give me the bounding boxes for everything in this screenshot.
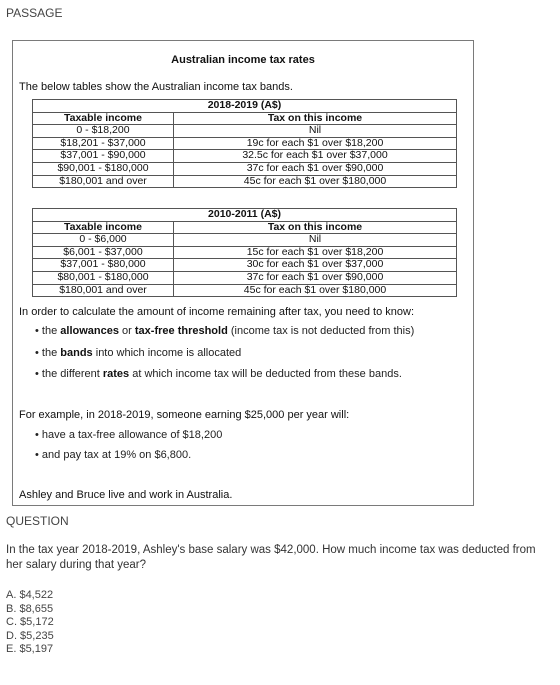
table-row — [33, 284, 457, 297]
table-row — [33, 259, 457, 272]
bullet-text: have a tax-free allowance of $18,200 — [41, 429, 223, 441]
column-header-taxable-income: Taxable income — [33, 112, 174, 125]
column-header-tax: Tax on this income — [174, 112, 457, 125]
example-bullet: • have a tax-free allowance of $18,200 — [35, 429, 223, 441]
bullet-item: • the allowances or tax-free threshold (income tax is not deducted from this) — [35, 325, 415, 337]
tax-cell: 37c for each $1 over $90,000 — [174, 271, 457, 284]
tax-cell: 37c for each $1 over $90,000 — [174, 162, 457, 175]
bullet-bold: allowances — [60, 325, 119, 337]
passage-box — [12, 40, 474, 506]
bullet-text: into which income is allocated — [92, 347, 242, 359]
option-d[interactable]: D. $5,235 — [6, 629, 54, 642]
answer-options — [6, 589, 54, 657]
bullet-text: and pay tax at 19% on $6,800. — [41, 449, 192, 461]
bullet-item: • the different rates at which income tax will be deducted from these bands. — [35, 368, 402, 380]
closing-text: Ashley and Bruce live and work in Australia. — [19, 489, 233, 501]
bullet-bold: tax-free threshold — [134, 325, 228, 337]
bullet-item: • the bands into which income is allocated — [35, 347, 242, 359]
question-text: In the tax year 2018-2019, Ashley's base salary was $42,000. How much income tax was deducted from her salary during that year? — [6, 544, 536, 571]
income-cell: 0 - $6,000 — [33, 234, 174, 247]
tax-cell: 45c for each $1 over $180,000 — [174, 175, 457, 188]
tax-cell: Nil — [174, 125, 457, 138]
table-row — [33, 234, 457, 247]
income-cell: $18,201 - $37,000 — [33, 137, 174, 150]
passage-title: Australian income tax rates — [171, 54, 315, 66]
tax-cell: 19c for each $1 over $18,200 — [174, 137, 457, 150]
bullet-text: or — [118, 325, 135, 337]
tax-cell: 30c for each $1 over $37,000 — [174, 259, 457, 272]
bullet-text: the — [41, 325, 61, 337]
income-cell: $37,001 - $90,000 — [33, 150, 174, 163]
income-cell: $80,001 - $180,000 — [33, 271, 174, 284]
income-cell: $180,001 and over — [33, 284, 174, 297]
column-header-taxable-income: Taxable income — [33, 221, 174, 234]
income-cell: $6,001 - $37,000 — [33, 246, 174, 259]
table-row — [33, 125, 457, 138]
table-caption: 2018-2019 (A$) — [33, 100, 457, 113]
tax-cell: Nil — [174, 234, 457, 247]
income-cell: $90,001 - $180,000 — [33, 162, 174, 175]
bullet-text: at which income tax will be deducted from these bands. — [129, 368, 402, 380]
column-header-tax: Tax on this income — [174, 221, 457, 234]
tax-table-2018-2019 — [32, 99, 457, 188]
example-bullet: • and pay tax at 19% on $6,800. — [35, 449, 192, 461]
bullet-bold: bands — [60, 347, 93, 359]
option-a[interactable]: A. $4,522 — [6, 589, 54, 601]
option-e[interactable]: E. $5,197 — [6, 643, 54, 655]
passage-intro: The below tables show the Australian income tax bands. — [19, 81, 293, 93]
bullet-text: (income tax is not deducted from this) — [227, 325, 415, 337]
table-row — [33, 246, 457, 259]
bullet-text: the different — [41, 368, 103, 380]
tax-cell: 45c for each $1 over $180,000 — [174, 284, 457, 297]
table-row — [33, 150, 457, 163]
example-intro: For example, in 2018-2019, someone earning $25,000 per year will: — [19, 409, 350, 421]
option-b[interactable]: B. $8,655 — [6, 602, 54, 615]
tax-cell: 32.5c for each $1 over $37,000 — [174, 150, 457, 163]
bullet-text: the — [41, 347, 61, 359]
tax-table-2010-2011 — [32, 208, 457, 297]
table-row — [33, 271, 457, 284]
option-c[interactable]: C. $5,172 — [6, 616, 54, 628]
income-cell: $180,001 and over — [33, 175, 174, 188]
table-row — [33, 137, 457, 150]
calc-intro: In order to calculate the amount of income remaining after tax, you need to know: — [19, 306, 415, 318]
table-row — [33, 175, 457, 188]
question-label: QUESTION — [6, 514, 69, 528]
table-row — [33, 162, 457, 175]
income-cell: 0 - $18,200 — [33, 125, 174, 138]
passage-label: PASSAGE — [6, 6, 63, 20]
tax-cell: 15c for each $1 over $18,200 — [174, 246, 457, 259]
bullet-bold: rates — [102, 368, 130, 380]
income-cell: $37,001 - $80,000 — [33, 259, 174, 272]
table-caption: 2010-2011 (A$) — [33, 209, 457, 222]
